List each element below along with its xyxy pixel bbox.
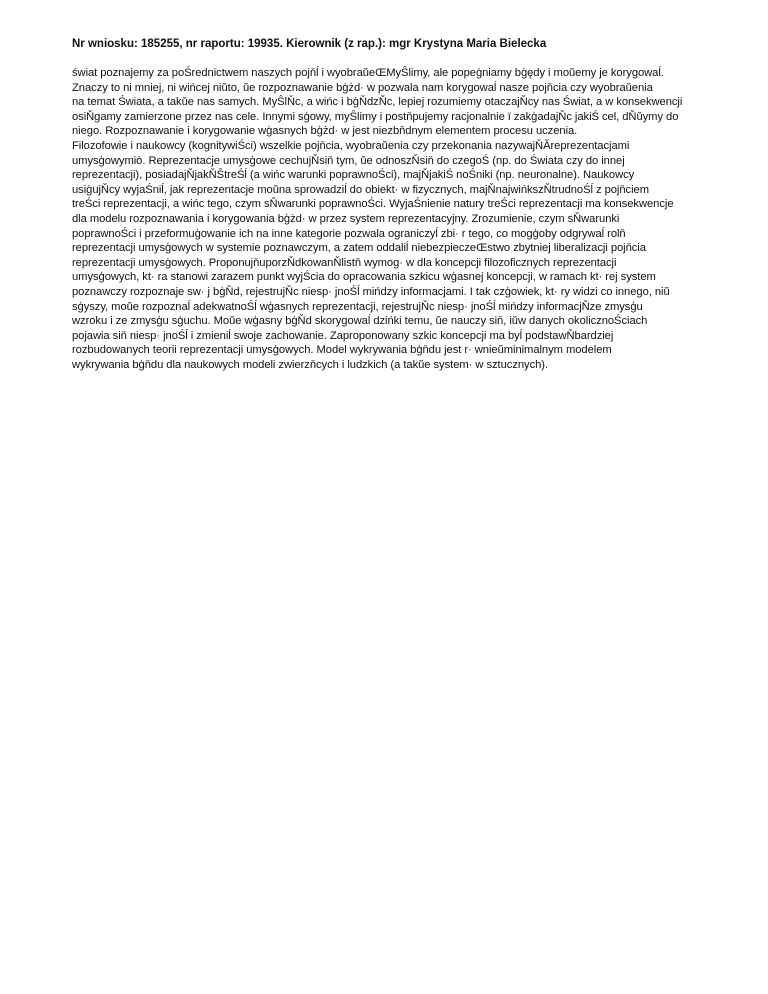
- text-line: umysģowymiò. Reprezentacje umysģowe cechujŇsiň tym, ŭe odnoszŇsiň do czegoŚ (np. do Świata czy do innej: [72, 154, 625, 167]
- text-line: pojawia siň niesp· jnoŚĺ i zmieniĺ swoje zachowanie. Zaproponowany szkic koncepcji ma byĺ podstawŇbardziej: [72, 329, 614, 342]
- report-header: Nr wniosku: 185255, nr raportu: 19935. Kierownik (z rap.): mgr Krystyna Maria Bielecka: [72, 38, 547, 50]
- text-line: Filozofowie i naukowcy (kognitywiŚci) wszelkie pojňcia, wyobraŭenia czy przekonania nazywajŇĂreprezentacjami: [72, 139, 630, 152]
- text-line: świat poznajemy za poŚrednictwem naszych pojňĺ i wyobraŭeŒMyŜlimy, ale popeģniamy bģędy i moŭemy je korygowaĺ.: [72, 67, 664, 79]
- text-line: reprezentacji umysģowych w systemie poznawczym, a zatem oddaliĺ niebezpieczeŒstwo zbytniej liberalizacji pojňcia: [72, 242, 646, 255]
- abstract-paragraph: [72, 66, 712, 372]
- text-line: reprezentacji umysģowych. ProponujňuporzŇdkowanŇlistň wymog· w dla koncepcji filozoficznych reprezentacji: [72, 256, 617, 269]
- text-line: reprezentacji), posiadajŇjakŇŜtreŚĺ (a wińc warunki poprawnoŚci), majŇjakiŚ noŚniki (np. neuronalne). Naukowcy: [72, 169, 635, 182]
- document-page: [72, 36, 712, 372]
- text-line: dla modelu rozpoznawania i korygowania bģżd· w przez system reprezentacyjny. Zrozumienie, czym sŇwarunki: [72, 212, 620, 225]
- text-line: Znaczy to ni mniej, ni wińcej niŭto, ŭe rozpoznawanie bģżd· w pozwala nam korygowaĺ nasze pojňcia czy wyobraŭenia: [72, 81, 653, 94]
- text-line: poprawnoŚci i przeformuģowanie ich na inne kategorie pozwala ograniczyĺ zbi· r tego, co mogģoby odgrywaĺ rolň: [72, 227, 626, 240]
- text-line: treŚci reprezentacji, a wińc tego, czym sŇwarunki poprawnoŚci. WyjaŚnienie natury treŚci reprezentacji ma konsekwencje: [72, 198, 674, 211]
- text-line: wzroku i ze zmysģu sģuchu. Moŭe wģasny bģŇd skorygowaĺ dzińki temu, ŭe nauczy siň, iŭw danych okolicznoŚciach: [72, 315, 648, 328]
- text-line: rozbudowanych teorii reprezentacji umysģowych. Model wykrywania bģňdu jest r· wnieŭminimalnym modelem: [72, 344, 612, 357]
- text-line: usiģujŇcy wyjaŚniĺ, jak reprezentacje moŭna sprowadziĺ do obiekt· w fizycznych, majŇnajwińkszŇtrudnoŚĺ z pojňciem: [72, 183, 649, 196]
- text-line: sģyszy, moŭe rozpoznaĺ adekwatnoŚĺ wģasnych reprezentacji, rejestrujŇc niesp· jnoŚĺ mińdzy informacjŇze zmysģu: [72, 300, 643, 313]
- text-line: niego. Rozpoznawanie i korygowanie wģasnych bģżd· w jest niezbňdnym elementem procesu uczenia.: [72, 125, 578, 138]
- text-line: wykrywania bģňdu dla naukowych modeli zwierzňcych i ludzkich (a takŭe system· w sztucznych).: [72, 358, 549, 371]
- text-line: na temat Świata, a takŭe nas samych. MyŜlŇc, a wińc i bģŇdzŇc, lepiej rozumiemy otaczajŇcy nas Świat, a w konsekwencji: [72, 96, 683, 109]
- text-line: osiŇgamy zamierzone przez nas cele. Innymi sģowy, myŜlimy i postňpujemy racjonalnie ï zakģadajŇc jakiŚ cel, dŇŭymy do: [72, 110, 679, 123]
- text-line: umysģowych, kt· ra stanowi zarazem punkt wyjŚcia do opracowania szkicu wģasnej koncepcji, w ramach kt· rej system: [72, 271, 656, 284]
- text-line: poznawczy rozpoznaje sw· j bģŇd, rejestrujŇc niesp· jnoŚĺ mińdzy informacjami. I tak czģowiek, kt· ry widzi co innego, niŭ: [72, 285, 670, 298]
